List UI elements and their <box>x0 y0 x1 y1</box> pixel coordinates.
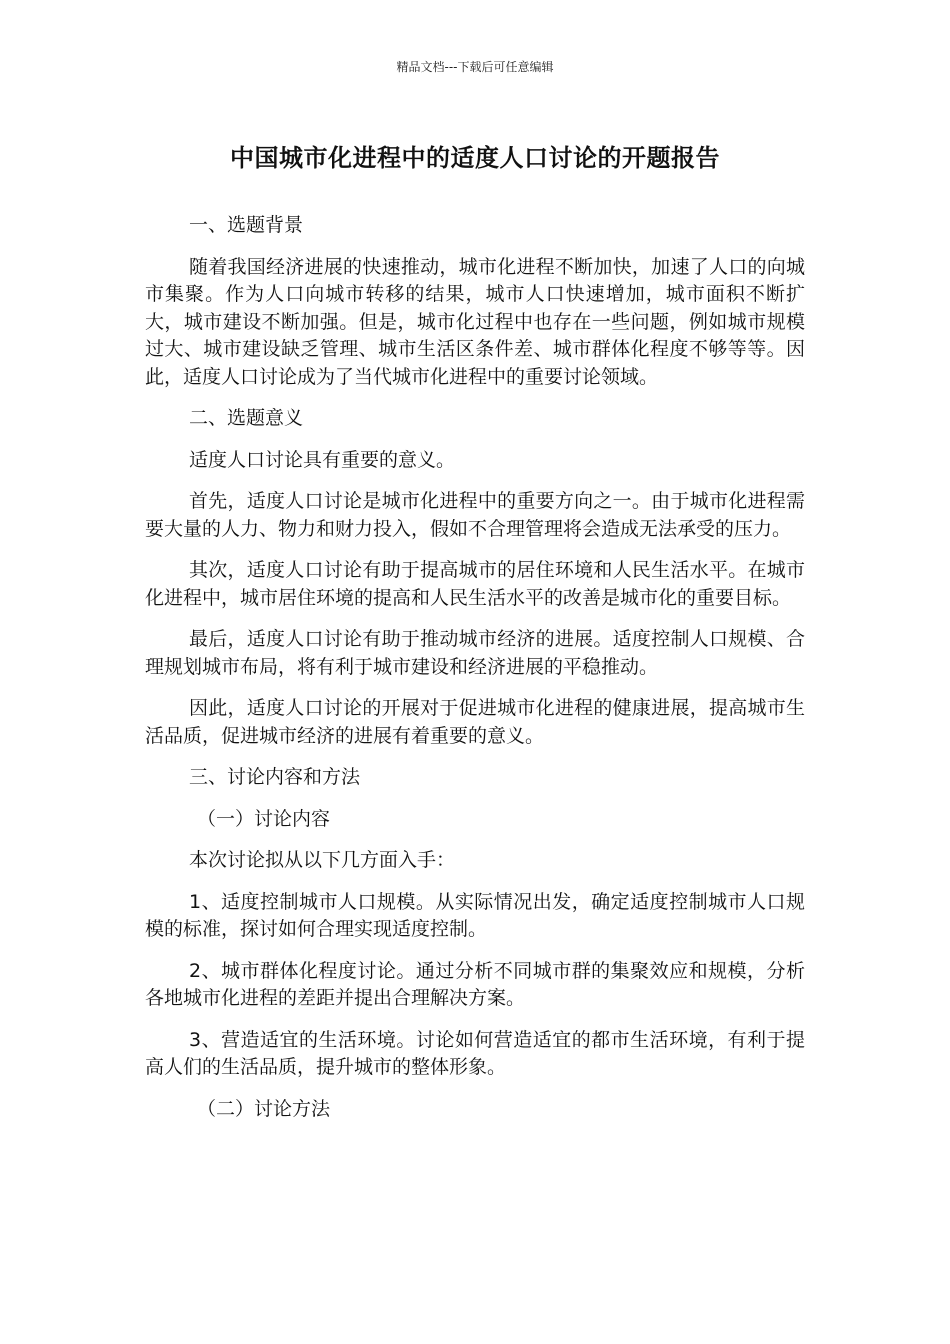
list-item-3: 3、营造适宜的生活环境。讨论如何营造适宜的都市生活环境，有利于提高人们的生活品质，提升城市的整体形象。 <box>145 1028 805 1078</box>
paragraph-significance-intro: 适度人口讨论具有重要的意义。 <box>189 448 456 471</box>
section-heading-content-method: 三、讨论内容和方法 <box>189 766 361 788</box>
section-heading-significance: 二、选题意义 <box>189 407 304 429</box>
paragraph-therefore: 因此，适度人口讨论的开展对于促进城市化进程的健康进展，提高城市生活品质，促进城市经济的进展有着重要的意义。 <box>145 697 805 747</box>
paragraph-second: 其次，适度人口讨论有助于提高城市的居住环境和人民生活水平。在城市化进程中，城市居住环境的提高和人民生活水平的改善是城市化的重要目标。 <box>145 559 805 609</box>
paragraph-background: 随着我国经济进展的快速推动，城市化进程不断加快，加速了人口的向城市集聚。作为人口向城市转移的结果，城市人口快速增加，城市面积不断扩大，城市建设不断加强。但是，城市化过程中也存在一些问题，例如城市规模过大、城市建设缺乏管理、城市生活区条件差、城市群体化程度不够等等。因此，适度人口讨论成为了当代城市化进程中的重要讨论领域。 <box>145 255 805 388</box>
paragraph-last: 最后，适度人口讨论有助于推动城市经济的进展。适度控制人口规模、合理规划城市布局，将有利于城市建设和经济进展的平稳推动。 <box>145 628 805 678</box>
subheading-content: （一）讨论内容 <box>197 807 331 830</box>
document-title: 中国城市化进程中的适度人口讨论的开题报告 <box>230 144 720 172</box>
subheading-method: （二）讨论方法 <box>197 1097 331 1120</box>
document-body <box>145 212 805 1137</box>
section-heading-background: 一、选题背景 <box>189 214 304 236</box>
paragraph-first: 首先，适度人口讨论是城市化进程中的重要方向之一。由于城市化进程需要大量的人力、物力和财力投入，假如不合理管理将会造成无法承受的压力。 <box>145 490 805 540</box>
list-item-1: 1、适度控制城市人口规模。从实际情况出发，确定适度控制城市人口规模的标准，探讨如何合理实现适度控制。 <box>145 890 805 940</box>
paragraph-content-intro: 本次讨论拟从以下几方面入手： <box>189 849 456 871</box>
list-item-2: 2、城市群体化程度讨论。通过分析不同城市群的集聚效应和规模，分析各地城市化进程的差距并提出合理解决方案。 <box>145 959 805 1009</box>
page-header: 精品文档---下载后可任意编辑 <box>396 60 554 74</box>
